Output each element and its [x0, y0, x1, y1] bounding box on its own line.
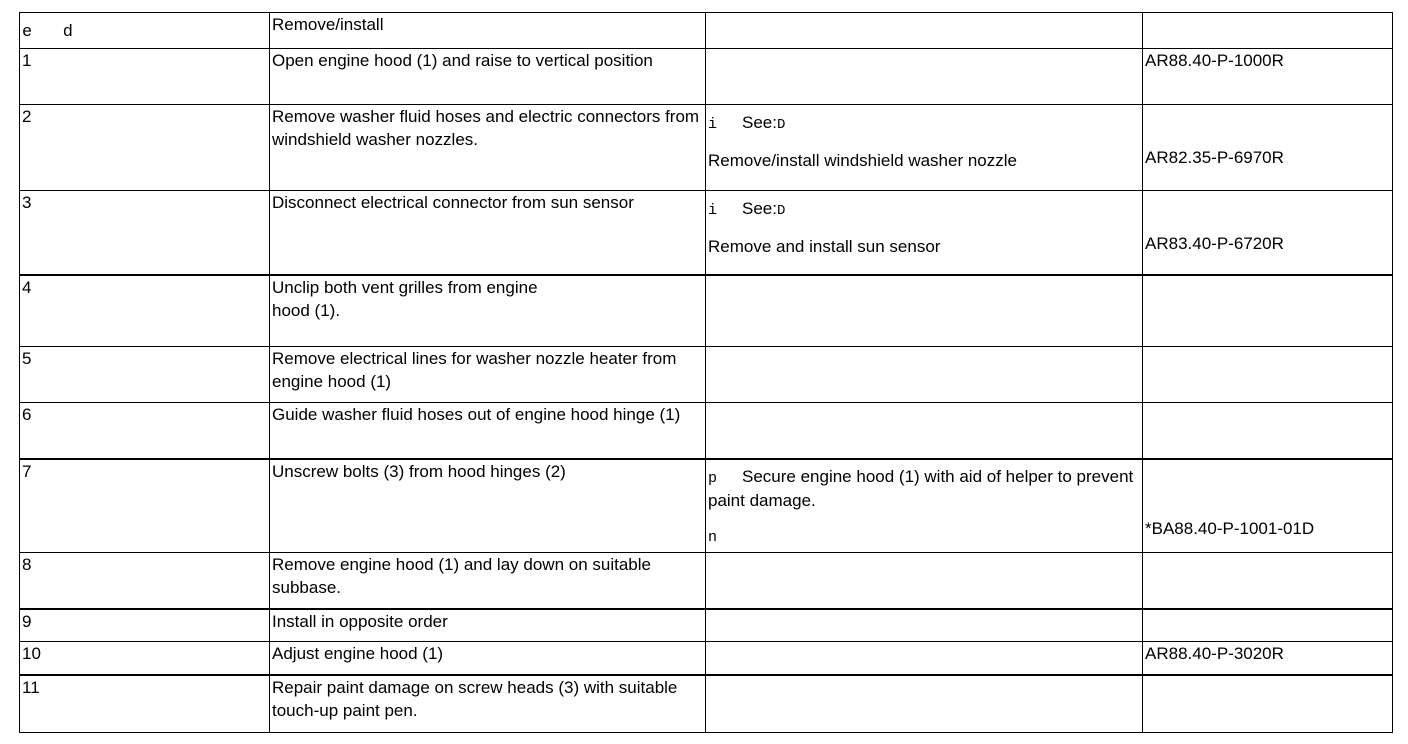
ref-link[interactable]: AR83.40-P-6720R [1145, 234, 1284, 253]
ref-link[interactable]: *BA88.40-P-1001-01D [1145, 518, 1315, 538]
table-row [20, 675, 1393, 733]
tool-icon: n [708, 528, 718, 546]
table-row [20, 105, 1393, 191]
step-ref [1143, 191, 1393, 275]
note-label: See: [742, 199, 777, 218]
step-note [706, 642, 1143, 675]
note-link-text[interactable]: Remove/install windshield washer nozzle [708, 151, 1017, 170]
info-icon: i [708, 202, 718, 219]
step-number: 1 [20, 49, 270, 105]
step-ref [1143, 609, 1393, 642]
header-col4 [1143, 13, 1393, 49]
step-number: 8 [20, 553, 270, 609]
step-ref[interactable]: AR88.40-P-3020R [1143, 642, 1393, 675]
step-note [706, 459, 1143, 553]
header-col3 [706, 13, 1143, 49]
table-row [20, 403, 1393, 459]
header-col1: e d [20, 13, 270, 49]
note-label: See: [742, 113, 777, 132]
step-number: 10 [20, 642, 270, 675]
table-row [20, 459, 1393, 553]
step-ref [1143, 105, 1393, 191]
step-note [706, 191, 1143, 275]
step-number: 4 [20, 275, 270, 347]
header-col2: Remove/install [270, 13, 706, 49]
step-ref [1143, 675, 1393, 733]
step-note [706, 49, 1143, 105]
table-row [20, 642, 1393, 675]
note-suffix: D [776, 203, 786, 219]
step-text: Adjust engine hood (1) [270, 642, 706, 675]
step-ref [1143, 403, 1393, 459]
note-suffix: D [776, 117, 786, 133]
step-ref [1143, 275, 1393, 347]
step-text: Install in opposite order [270, 609, 706, 642]
table-row [20, 553, 1393, 609]
step-number: 2 [20, 105, 270, 191]
table-row [20, 609, 1393, 642]
step-ref[interactable]: AR88.40-P-1000R [1143, 49, 1393, 105]
step-ref [1143, 553, 1393, 609]
step-note [706, 105, 1143, 191]
step-note [706, 275, 1143, 347]
step-text: Open engine hood (1) and raise to vertical position [270, 49, 706, 105]
step-note [706, 347, 1143, 403]
step-text: Unscrew bolts (3) from hood hinges (2) [270, 459, 706, 553]
table-header-row [20, 13, 1393, 49]
note-text: Secure engine hood (1) with aid of helper to prevent paint damage. [708, 466, 1134, 510]
step-ref [1143, 347, 1393, 403]
step-number: 6 [20, 403, 270, 459]
table-row [20, 275, 1393, 347]
step-text: Disconnect electrical connector from sun sensor [270, 191, 706, 275]
step-note [706, 675, 1143, 733]
step-text: Remove washer fluid hoses and electric connectors from windshield washer nozzles. [270, 105, 706, 191]
note-link-text[interactable]: Remove and install sun sensor [708, 237, 941, 256]
ref-link[interactable]: AR82.35-P-6970R [1145, 148, 1284, 167]
step-note [706, 553, 1143, 609]
caution-icon: p [708, 469, 718, 487]
step-text [270, 275, 706, 347]
step-note [706, 609, 1143, 642]
step-number: 7 [20, 459, 270, 553]
step-number: 9 [20, 609, 270, 642]
table-row [20, 347, 1393, 403]
step-text: Remove electrical lines for washer nozzle heater from engine hood (1) [270, 347, 706, 403]
step-text: Remove engine hood (1) and lay down on suitable subbase. [270, 553, 706, 609]
step-ref [1143, 459, 1393, 553]
table-row [20, 191, 1393, 275]
table-row [20, 49, 1393, 105]
step-text: Repair paint damage on screw heads (3) with suitable touch-up paint pen. [270, 675, 706, 733]
step-text: Guide washer fluid hoses out of engine hood hinge (1) [270, 403, 706, 459]
step-note [706, 403, 1143, 459]
info-icon: i [708, 116, 718, 133]
step-number: 11 [20, 675, 270, 733]
step-text-line: Unclip both vent grilles from engine [272, 277, 538, 297]
procedure-table [19, 12, 1393, 733]
step-text-line: hood (1). [272, 300, 341, 320]
step-number: 3 [20, 191, 270, 275]
step-number: 5 [20, 347, 270, 403]
